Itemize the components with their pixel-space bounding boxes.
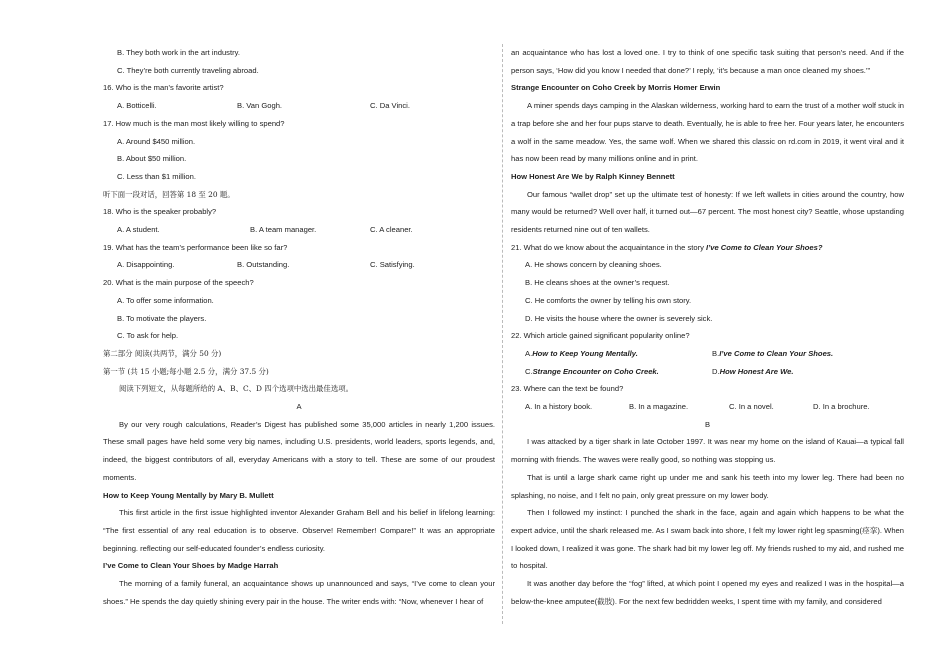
q16-option-a: A. Botticelli. [117, 101, 157, 111]
passage-b-paragraph-2: That is until a large shark came right up under me and sank his teeth into my lower leg. There had been no splashing, no noise, and I felt no pain, only great pressure on my lower body. [511, 472, 904, 500]
q22-option-c-letter: C. [525, 366, 533, 376]
q20-question: 20. What is the main purpose of the speech? [103, 278, 254, 288]
reading-instruction: 阅读下列短文，从每题所给的 A、B、C、D 四个选项中选出最佳选项。 [119, 384, 353, 394]
q20-option-b: B. To motivate the players. [117, 313, 207, 323]
q19-option-b: B. Outstanding. [237, 260, 290, 270]
q18-question: 18. Who is the speaker probably? [103, 207, 217, 217]
q23-option-d: D. In a brochure. [813, 402, 870, 412]
q22-options-row-2 [511, 363, 904, 381]
q20-option-a: A. To offer some information. [117, 295, 214, 305]
article-paragraph-1: This first article in the first issue highlighted inventor Alexander Graham Bell and his belief in lifelong learning: “The first essential of any real education is to observe. Observe! Remember! Compare!” It was an appropriate beginning. reflecting our self-educated founder’s endless curiosity. [103, 508, 495, 553]
q22-option-c-title: Strange Encounter on Coho Creek. [532, 366, 659, 376]
q23-options [511, 398, 904, 416]
article-heading-2: I’ve Come to Clean Your Shoes by Madge Harrah [103, 561, 279, 571]
q19-option-c: C. Satisfying. [370, 260, 415, 270]
left-column [103, 44, 495, 611]
q21-option-b: B. He cleans shoes at the owner’s request. [525, 278, 670, 288]
q22-question: 22. Which article gained significant popularity online? [511, 331, 690, 341]
part-two-heading: 第二部分 阅读(共两节，满分 50 分) [103, 348, 222, 358]
q23-option-b: B. In a magazine. [629, 402, 689, 412]
column-divider [502, 44, 503, 624]
q18-options [103, 221, 495, 239]
q22-option-b-letter: B. [712, 348, 720, 358]
q23-option-a: A. In a history book. [525, 402, 593, 412]
q18-option-a: A. A student. [117, 225, 160, 235]
q21-article-title: I’ve Come to Clean Your Shoes? [706, 242, 823, 252]
q18-option-b: B. A team manager. [250, 225, 317, 235]
q19-question: 19. What has the team’s performance been like so far? [103, 242, 288, 252]
q21-question-text: 21. What do we know about the acquaintance in the story [511, 242, 707, 252]
q22-option-a-letter: A. [525, 348, 533, 358]
q20-option-c: C. To ask for help. [117, 331, 179, 341]
section-one-heading: 第一节 (共 15 小题;每小题 2.5 分，满分 37.5 分) [103, 366, 269, 376]
q22-option-b [712, 345, 833, 363]
article-heading-1: How to Keep Young Mentally by Mary B. Mullett [103, 490, 274, 500]
passage-a-label: A [296, 402, 302, 412]
q21-option-a: A. He shows concern by cleaning shoes. [525, 260, 662, 270]
q16-option-c: C. Da Vinci. [370, 101, 410, 111]
q23-question: 23. Where can the text be found? [511, 384, 624, 394]
passage-a-intro: By our very rough calculations, Reader’s Digest has published some 35,000 articles in nearly 1,200 issues. These small pages have held some very big names, including U.S. presidents, world leaders, sports legends, and, indeed, the biggest contributors of all, everyday Americans with a story to tell. These are some of our proudest moments. [103, 419, 495, 482]
q22-option-b-title: I’ve Come to Clean Your Shoes. [719, 348, 834, 358]
article-paragraph-3: A miner spends days camping in the Alaskan wilderness, working hard to earn the trust of a mother wolf stuck in a trap before she and her four pups starve to death. Eventually, he is able to free her. Four years later, he encounters a wolf in the same meadow. Yes, the same wolf. When we shared this classic on rd.com in 2019, it went viral and it has now been read by many millions online and in print. [511, 101, 904, 164]
q21-option-d: D. He visits the house where the owner is severely sick. [525, 313, 713, 323]
q19-option-a: A. Disappointing. [117, 260, 175, 270]
q23-option-c: C. In a novel. [729, 402, 774, 412]
q17-option-b: B. About $50 million. [117, 154, 187, 164]
q17-question: 17. How much is the man most likely willing to spend? [103, 118, 285, 128]
passage-b-paragraph-4: It was another day before the “fog” lifted, at which point I opened my eyes and realized I was in the hospital—a below-the-knee amputee(截肢). For the next few bedridden weeks, I spent time with my family, and considered [511, 579, 904, 606]
article-heading-3: Strange Encounter on Coho Creek by Morris Homer Erwin [511, 83, 721, 93]
article-heading-4: How Honest Are We by Ralph Kinney Bennett [511, 171, 675, 181]
passage-b-label: B [704, 419, 711, 429]
passage-b-paragraph-1: I was attacked by a tiger shark in late October 1997. It was near my home on the island of Kauai—a typical fall morning with friends. The waves were really good, so nothing was stopping us. [511, 437, 904, 465]
q22-option-d-letter: D. [712, 366, 720, 376]
q17-option-a: A. Around $450 million. [117, 136, 196, 146]
article-paragraph-2-continued: an acquaintance who has lost a loved one. I try to think of one specific task suiting that person’s need. And if the person says, ‘How did you know I needed that done?’ I reply, ‘it’s because a man once cleaned my shoes.’” [511, 48, 904, 75]
q22-option-c [525, 363, 712, 381]
q17-option-c: C. Less than $1 million. [117, 171, 196, 181]
q15-option-c: C. They’re both currently traveling abroad. [117, 65, 259, 75]
article-paragraph-4: Our famous “wallet drop” set up the ultimate test of honesty: If we left wallets in cities around the country, how many would be returned? Well over half, it turned out—67 percent. The most honest city? Seattle, whose upstanding residents returned nine out of ten wallets. [511, 189, 904, 235]
q22-option-a [525, 345, 712, 363]
q16-question: 16. Who is the man’s favorite artist? [103, 83, 224, 93]
q16-option-b: B. Van Gogh. [237, 101, 283, 111]
listening-instruction: 听下面一段对话，回答第 18 至 20 题。 [103, 189, 235, 199]
q22-option-d [712, 363, 793, 381]
q18-option-c: C. A cleaner. [370, 225, 413, 235]
article-paragraph-2: The morning of a family funeral, an acquaintance shows up unannounced and says, “I’ve come to clean your shoes.” He spends the day quietly shining every pair in the house. The writer ends with: “Now, whenever I hear of [103, 579, 495, 606]
q22-options-row-1 [511, 345, 904, 363]
q22-option-a-title: How to Keep Young Mentally. [532, 348, 638, 358]
q21-option-c: C. He comforts the owner by telling his own story. [525, 295, 692, 305]
q19-options [103, 256, 495, 274]
q22-option-d-title: How Honest Are We. [719, 366, 794, 376]
right-column [511, 44, 904, 611]
q16-options [103, 97, 495, 115]
q21-question [511, 239, 904, 257]
q15-option-b: B. They both work in the art industry. [117, 48, 240, 57]
passage-b-paragraph-3: Then I followed my instinct: I punched the shark in the face, again and again which happens to be what the expert advice, until the shark released me. As I swam back into shore, I felt my lower right leg spasming(痉挛). When I looked down, I realized it was gone. The shark had bit my lower leg off. My friends rushed to my aid, and rushed me to hospital. [511, 508, 904, 571]
